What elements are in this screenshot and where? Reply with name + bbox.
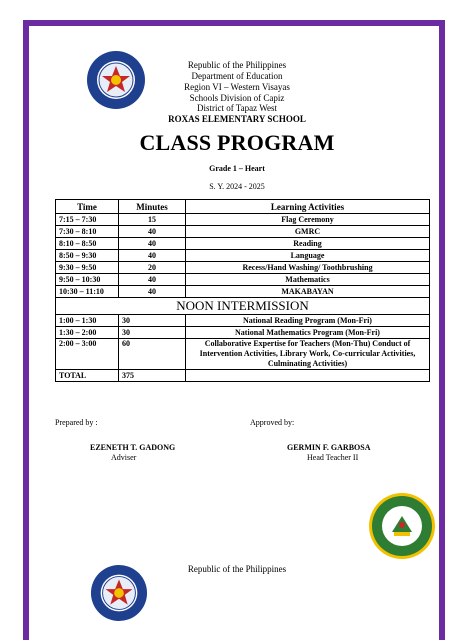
header-deped: Department of Education bbox=[191, 71, 283, 81]
header-republic: Republic of the Philippines bbox=[187, 60, 287, 70]
activity-cell: Mathematics bbox=[186, 274, 430, 286]
deped-seal-logo-bottom bbox=[90, 564, 148, 622]
minutes-cell: 30 bbox=[119, 327, 186, 339]
activity-cell: Collaborative Expertise for Teachers (Mon-Thu) Conduct of Intervention Activities, Library Work, Co-curricular Activities, Culminating Activities) bbox=[186, 339, 430, 370]
time-cell: 8:10 – 8:50 bbox=[56, 238, 119, 250]
header-district: District of Tapaz West bbox=[196, 103, 278, 113]
time-cell: 9:30 – 9:50 bbox=[56, 262, 119, 274]
time-cell: 8:50 – 9:30 bbox=[56, 250, 119, 262]
class-schedule-table bbox=[55, 199, 430, 382]
minutes-cell: 15 bbox=[119, 214, 186, 226]
table-header-row bbox=[56, 200, 430, 214]
header-region: Region VI – Western Visayas bbox=[184, 82, 290, 92]
time-cell: 1:00 – 1:30 bbox=[56, 315, 119, 327]
header-division: Schools Division of Capiz bbox=[189, 93, 285, 103]
table-row bbox=[56, 250, 430, 262]
table-row bbox=[56, 286, 430, 298]
activity-cell: Recess/Hand Washing/ Toothbrushing bbox=[186, 262, 430, 274]
minutes-cell: 30 bbox=[119, 315, 186, 327]
approver-name: GERMIN F. GARBOSA bbox=[287, 443, 371, 452]
footer-republic: Republic of the Philippines bbox=[187, 564, 287, 574]
activity-cell: Flag Ceremony bbox=[186, 214, 430, 226]
header-time: Time bbox=[56, 200, 119, 214]
time-cell: 10:30 – 11:10 bbox=[56, 286, 119, 298]
time-cell: 2:00 – 3:00 bbox=[56, 339, 119, 370]
minutes-cell: 60 bbox=[119, 339, 186, 370]
time-cell: 9:50 – 10:30 bbox=[56, 274, 119, 286]
header-activities: Learning Activities bbox=[186, 200, 430, 214]
minutes-cell: 20 bbox=[119, 262, 186, 274]
activity-cell: Reading bbox=[186, 238, 430, 250]
table-row bbox=[56, 315, 430, 327]
table-row bbox=[56, 262, 430, 274]
approver-title: Head Teacher II bbox=[307, 453, 359, 462]
activity-cell: MAKABAYAN bbox=[186, 286, 430, 298]
roxas-school-seal-logo bbox=[368, 492, 436, 560]
prepared-by-label: Prepared by : bbox=[55, 418, 98, 427]
minutes-cell: 40 bbox=[119, 226, 186, 238]
table-row bbox=[56, 339, 430, 370]
school-year: S. Y. 2024 - 2025 bbox=[209, 182, 265, 191]
table-row bbox=[56, 226, 430, 238]
table-row bbox=[56, 274, 430, 286]
total-label: TOTAL bbox=[56, 370, 119, 382]
table-row bbox=[56, 327, 430, 339]
activity-cell: National Mathematics Program (Mon-Fri) bbox=[186, 327, 430, 339]
activity-cell: National Reading Program (Mon-Fri) bbox=[186, 315, 430, 327]
noon-row bbox=[56, 298, 430, 315]
time-cell: 7:30 – 8:10 bbox=[56, 226, 119, 238]
noon-intermission-label: NOON INTERMISSION bbox=[56, 298, 430, 315]
total-minutes: 375 bbox=[119, 370, 186, 382]
grade-section: Grade 1 – Heart bbox=[209, 164, 265, 173]
minutes-cell: 40 bbox=[119, 286, 186, 298]
activity-cell: GMRC bbox=[186, 226, 430, 238]
header-minutes: Minutes bbox=[119, 200, 186, 214]
table-row bbox=[56, 238, 430, 250]
total-row bbox=[56, 370, 430, 382]
minutes-cell: 40 bbox=[119, 250, 186, 262]
activity-cell: Language bbox=[186, 250, 430, 262]
minutes-cell: 40 bbox=[119, 238, 186, 250]
approved-by-label: Approved by: bbox=[250, 418, 295, 427]
minutes-cell: 40 bbox=[119, 274, 186, 286]
preparer-name: EZENETH T. GADONG bbox=[90, 443, 176, 452]
time-cell: 1:30 – 2:00 bbox=[56, 327, 119, 339]
total-empty-cell bbox=[186, 370, 430, 382]
time-cell: 7:15 – 7:30 bbox=[56, 214, 119, 226]
table-row bbox=[56, 214, 430, 226]
page-title: CLASS PROGRAM bbox=[139, 130, 335, 155]
preparer-title: Adviser bbox=[111, 453, 137, 462]
header-school-name: ROXAS ELEMENTARY SCHOOL bbox=[168, 114, 306, 124]
